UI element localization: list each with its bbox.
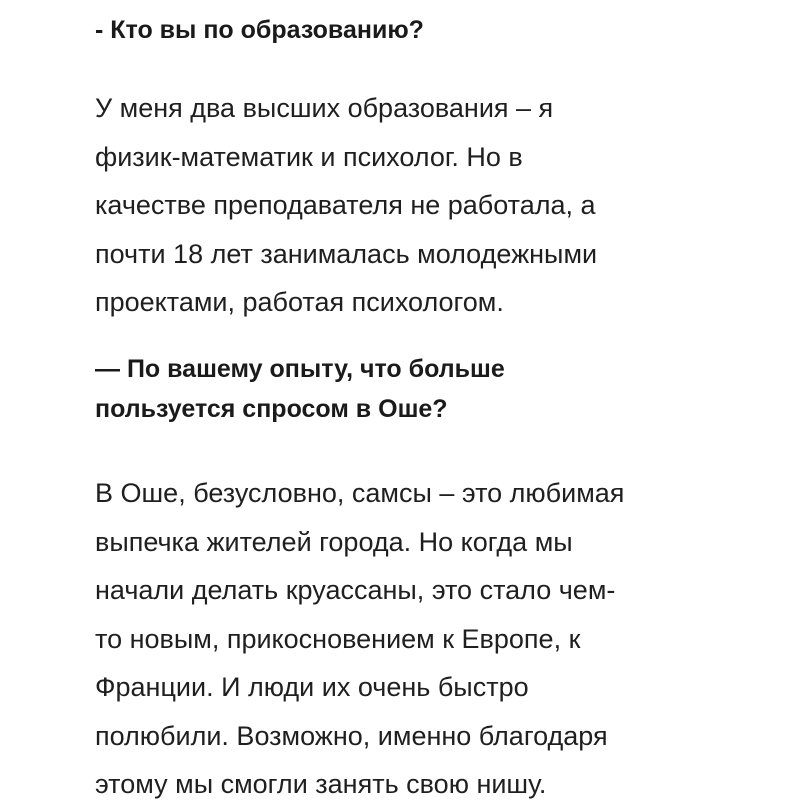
question-line: — По вашему опыту, что больше — [95, 355, 505, 383]
interview-question-demand — [95, 349, 505, 429]
interview-answer-demand — [95, 469, 624, 809]
interview-answer-education — [95, 84, 597, 327]
answer-line: проектами, работая психологом. — [95, 287, 504, 317]
answer-line: В Оше, безусловно, самсы – это любимая — [95, 478, 625, 508]
interview-question-education — [95, 10, 424, 50]
answer-line: начали делать круассаны, это стало чем- — [95, 575, 616, 605]
answer-line: то новым, прикосновением к Европе, к — [95, 623, 581, 654]
question-line: пользуется спросом в Оше? — [95, 395, 448, 423]
answer-line: почти 18 лет занималась молодежными — [95, 238, 598, 269]
answer-line: этому мы смогли занять свою нишу. — [95, 769, 547, 799]
answer-line: выпечка жителей города. Но когда мы — [95, 526, 573, 557]
answer-line: физик-математик и психолог. Но в — [95, 141, 523, 172]
answer-line: качестве преподавателя не работала, а — [95, 190, 596, 220]
answer-line: Франции. И люди их очень быстро — [95, 672, 529, 702]
answer-line: У меня два высших образования – я — [95, 93, 554, 123]
question-line: - Кто вы по образованию? — [95, 16, 424, 44]
answer-line: полюбили. Возможно, именно благодаря — [95, 720, 608, 751]
